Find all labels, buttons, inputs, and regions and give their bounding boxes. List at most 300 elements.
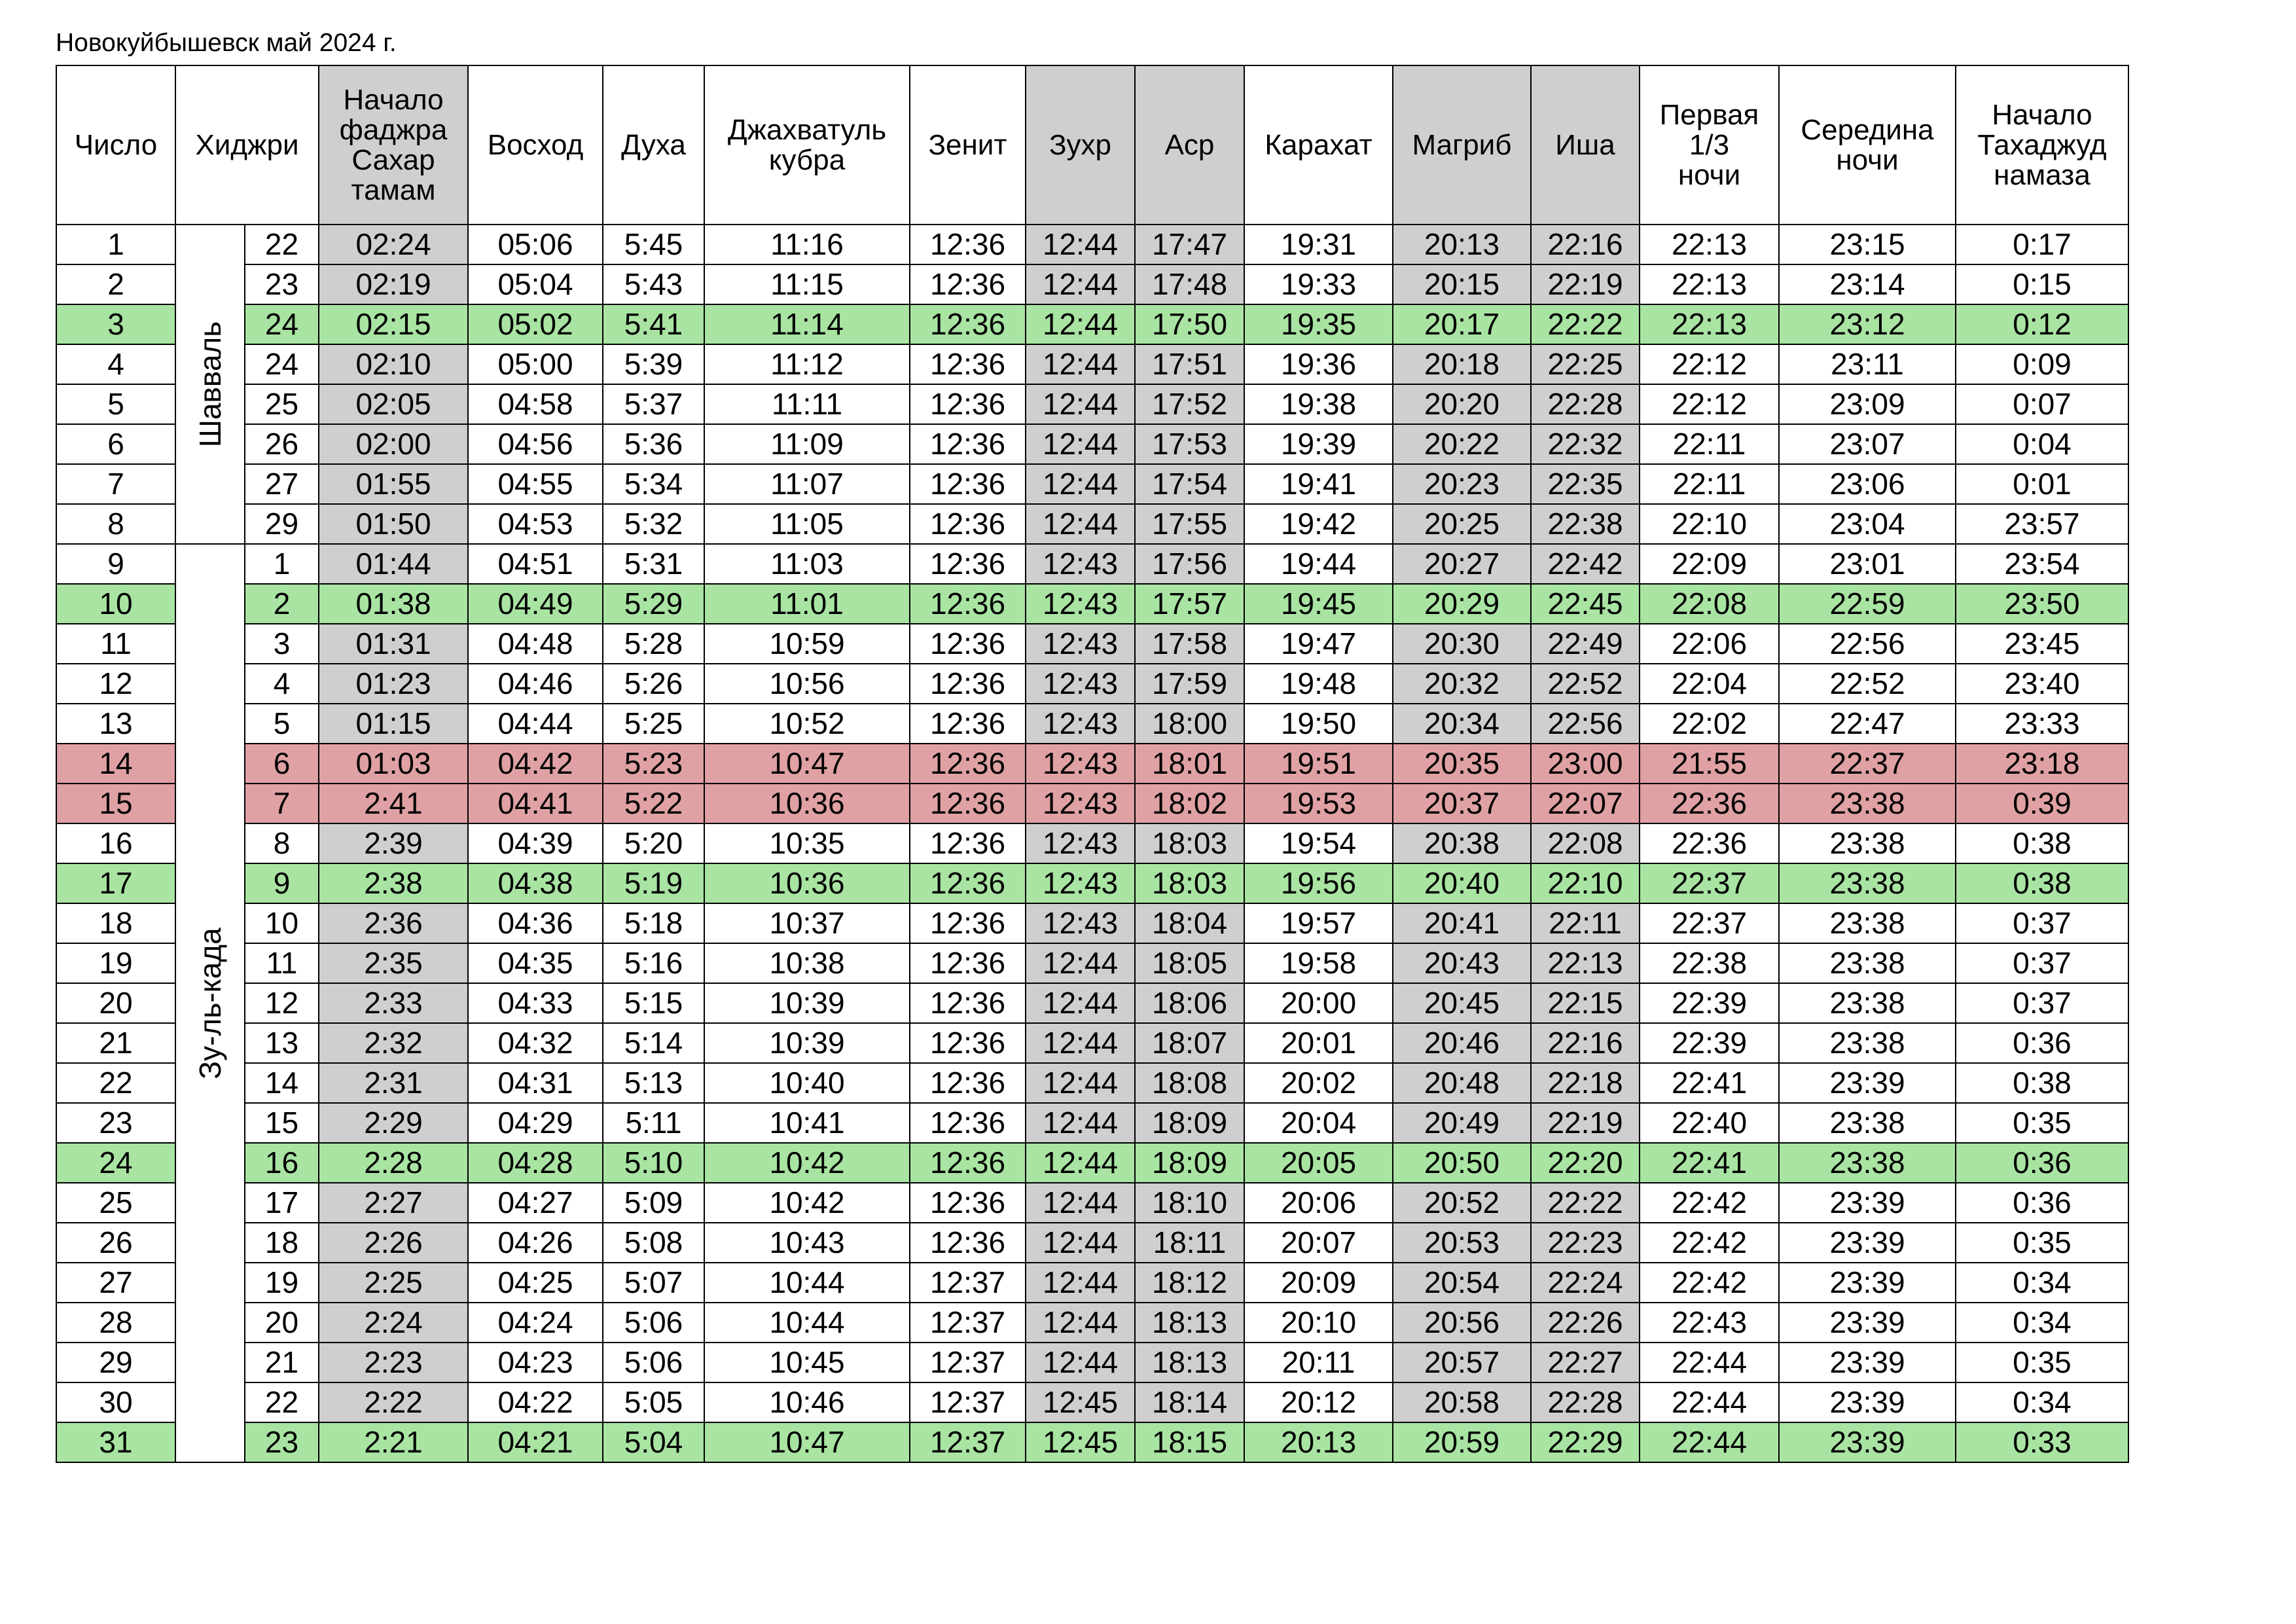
cell-isha: 22:32 — [1531, 424, 1640, 464]
table-row — [56, 504, 2128, 544]
cell-hijri-day: 6 — [245, 744, 319, 784]
cell-asr: 18:02 — [1135, 784, 1244, 823]
cell-hijri-day: 14 — [245, 1063, 319, 1103]
cell-day: 19 — [56, 943, 175, 983]
cell-asr: 18:09 — [1135, 1143, 1244, 1183]
cell-fajr: 2:41 — [319, 784, 468, 823]
header-day: Число — [56, 65, 175, 225]
cell-zuhr: 12:44 — [1026, 264, 1135, 304]
cell-hijri-day: 19 — [245, 1263, 319, 1303]
cell-first-third: 22:37 — [1640, 903, 1779, 943]
cell-hijri-day: 24 — [245, 344, 319, 384]
cell-isha: 22:28 — [1531, 384, 1640, 424]
cell-midnight: 23:38 — [1779, 983, 1956, 1023]
cell-duha-kubra: 10:38 — [704, 943, 910, 983]
cell-midnight: 23:04 — [1779, 504, 1956, 544]
cell-duha-kubra: 10:36 — [704, 784, 910, 823]
cell-day: 31 — [56, 1422, 175, 1462]
cell-maghrib: 20:58 — [1393, 1382, 1531, 1422]
cell-isha: 22:26 — [1531, 1303, 1640, 1343]
cell-zuhr: 12:44 — [1026, 1183, 1135, 1223]
cell-zuhr: 12:43 — [1026, 823, 1135, 863]
cell-day: 8 — [56, 504, 175, 544]
cell-duha-kubra: 11:03 — [704, 544, 910, 584]
cell-hijri-day: 17 — [245, 1183, 319, 1223]
cell-isha: 23:00 — [1531, 744, 1640, 784]
cell-fajr: 01:15 — [319, 704, 468, 744]
page-title: Новокуйбышевск май 2024 г. — [56, 29, 397, 57]
cell-tahajjud: 23:40 — [1956, 664, 2128, 704]
cell-midnight: 22:37 — [1779, 744, 1956, 784]
cell-first-third: 22:42 — [1640, 1223, 1779, 1263]
cell-duha-kubra: 10:39 — [704, 1023, 910, 1063]
cell-zenith: 12:36 — [910, 304, 1026, 344]
cell-maghrib: 20:29 — [1393, 584, 1531, 624]
cell-day: 29 — [56, 1343, 175, 1382]
cell-isha: 22:19 — [1531, 1103, 1640, 1143]
cell-karahat: 19:53 — [1244, 784, 1393, 823]
table-row — [56, 1103, 2128, 1143]
cell-isha: 22:29 — [1531, 1422, 1640, 1462]
cell-midnight: 23:39 — [1779, 1343, 1956, 1382]
cell-karahat: 19:31 — [1244, 225, 1393, 264]
cell-midnight: 22:52 — [1779, 664, 1956, 704]
cell-isha: 22:16 — [1531, 1023, 1640, 1063]
table-row — [56, 1183, 2128, 1223]
cell-sunrise: 04:39 — [468, 823, 603, 863]
cell-midnight: 23:39 — [1779, 1263, 1956, 1303]
cell-zenith: 12:37 — [910, 1422, 1026, 1462]
cell-fajr: 2:31 — [319, 1063, 468, 1103]
cell-isha: 22:07 — [1531, 784, 1640, 823]
cell-asr: 18:05 — [1135, 943, 1244, 983]
cell-tahajjud: 0:34 — [1956, 1303, 2128, 1343]
cell-first-third: 22:08 — [1640, 584, 1779, 624]
cell-duha-kubra: 11:16 — [704, 225, 910, 264]
cell-fajr: 02:24 — [319, 225, 468, 264]
cell-isha: 22:45 — [1531, 584, 1640, 624]
cell-isha: 22:42 — [1531, 544, 1640, 584]
cell-midnight: 23:39 — [1779, 1382, 1956, 1422]
cell-midnight: 23:39 — [1779, 1303, 1956, 1343]
cell-asr: 18:15 — [1135, 1422, 1244, 1462]
cell-tahajjud: 0:36 — [1956, 1023, 2128, 1063]
cell-duha: 5:15 — [603, 983, 704, 1023]
cell-fajr: 01:03 — [319, 744, 468, 784]
cell-midnight: 23:39 — [1779, 1422, 1956, 1462]
cell-maghrib: 20:50 — [1393, 1143, 1531, 1183]
cell-maghrib: 20:38 — [1393, 823, 1531, 863]
cell-hijri-day: 21 — [245, 1343, 319, 1382]
cell-maghrib: 20:53 — [1393, 1223, 1531, 1263]
cell-asr: 18:01 — [1135, 744, 1244, 784]
cell-duha: 5:28 — [603, 624, 704, 664]
table-row — [56, 544, 2128, 584]
cell-hijri-day: 11 — [245, 943, 319, 983]
cell-midnight: 23:14 — [1779, 264, 1956, 304]
cell-first-third: 22:02 — [1640, 704, 1779, 744]
cell-isha: 22:18 — [1531, 1063, 1640, 1103]
cell-asr: 17:50 — [1135, 304, 1244, 344]
cell-tahajjud: 0:37 — [1956, 903, 2128, 943]
header-tahajjud: Начало Тахаджуд намаза — [1956, 65, 2128, 225]
cell-asr: 18:04 — [1135, 903, 1244, 943]
cell-zenith: 12:36 — [910, 1103, 1026, 1143]
cell-asr: 17:59 — [1135, 664, 1244, 704]
cell-maghrib: 20:22 — [1393, 424, 1531, 464]
cell-isha: 22:08 — [1531, 823, 1640, 863]
cell-first-third: 22:36 — [1640, 823, 1779, 863]
cell-duha-kubra: 10:47 — [704, 744, 910, 784]
cell-duha-kubra: 10:47 — [704, 1422, 910, 1462]
cell-tahajjud: 23:54 — [1956, 544, 2128, 584]
cell-day: 26 — [56, 1223, 175, 1263]
cell-hijri-day: 22 — [245, 225, 319, 264]
cell-sunrise: 04:26 — [468, 1223, 603, 1263]
cell-maghrib: 20:49 — [1393, 1103, 1531, 1143]
cell-hijri-day: 20 — [245, 1303, 319, 1343]
cell-duha-kubra: 11:05 — [704, 504, 910, 544]
cell-duha-kubra: 10:46 — [704, 1382, 910, 1422]
cell-duha-kubra: 10:45 — [704, 1343, 910, 1382]
cell-tahajjud: 0:35 — [1956, 1223, 2128, 1263]
cell-duha-kubra: 11:07 — [704, 464, 910, 504]
cell-duha: 5:39 — [603, 344, 704, 384]
cell-karahat: 19:57 — [1244, 903, 1393, 943]
cell-sunrise: 04:22 — [468, 1382, 603, 1422]
cell-duha: 5:06 — [603, 1303, 704, 1343]
cell-fajr: 2:39 — [319, 823, 468, 863]
cell-zenith: 12:36 — [910, 704, 1026, 744]
cell-hijri-day: 15 — [245, 1103, 319, 1143]
header-maghrib: Магриб — [1393, 65, 1531, 225]
cell-zenith: 12:36 — [910, 1023, 1026, 1063]
cell-isha: 22:10 — [1531, 863, 1640, 903]
cell-duha-kubra: 10:44 — [704, 1263, 910, 1303]
cell-fajr: 2:25 — [319, 1263, 468, 1303]
cell-isha: 22:56 — [1531, 704, 1640, 744]
cell-sunrise: 04:32 — [468, 1023, 603, 1063]
cell-midnight: 23:39 — [1779, 1063, 1956, 1103]
header-karahat: Карахат — [1244, 65, 1393, 225]
cell-maghrib: 20:32 — [1393, 664, 1531, 704]
cell-zuhr: 12:44 — [1026, 1223, 1135, 1263]
cell-karahat: 20:02 — [1244, 1063, 1393, 1103]
cell-first-third: 22:09 — [1640, 544, 1779, 584]
cell-sunrise: 04:41 — [468, 784, 603, 823]
cell-hijri-day: 7 — [245, 784, 319, 823]
cell-duha: 5:07 — [603, 1263, 704, 1303]
cell-zuhr: 12:44 — [1026, 464, 1135, 504]
header-duha-kubra: Джахватуль кубра — [704, 65, 910, 225]
cell-zenith: 12:37 — [910, 1343, 1026, 1382]
cell-zuhr: 12:43 — [1026, 544, 1135, 584]
header-isha: Иша — [1531, 65, 1640, 225]
cell-fajr: 02:05 — [319, 384, 468, 424]
cell-asr: 18:13 — [1135, 1303, 1244, 1343]
cell-first-third: 22:13 — [1640, 264, 1779, 304]
cell-zenith: 12:36 — [910, 424, 1026, 464]
table-row — [56, 1023, 2128, 1063]
cell-first-third: 22:42 — [1640, 1263, 1779, 1303]
cell-karahat: 19:41 — [1244, 464, 1393, 504]
cell-day: 13 — [56, 704, 175, 744]
cell-midnight: 23:38 — [1779, 1143, 1956, 1183]
cell-maghrib: 20:37 — [1393, 784, 1531, 823]
cell-zuhr: 12:44 — [1026, 1103, 1135, 1143]
cell-duha: 5:31 — [603, 544, 704, 584]
cell-day: 6 — [56, 424, 175, 464]
cell-isha: 22:22 — [1531, 304, 1640, 344]
cell-duha-kubra: 11:11 — [704, 384, 910, 424]
cell-maghrib: 20:30 — [1393, 624, 1531, 664]
cell-duha-kubra: 11:01 — [704, 584, 910, 624]
cell-fajr: 2:26 — [319, 1223, 468, 1263]
cell-tahajjud: 0:38 — [1956, 823, 2128, 863]
cell-fajr: 01:44 — [319, 544, 468, 584]
cell-fajr: 01:23 — [319, 664, 468, 704]
table-row — [56, 863, 2128, 903]
cell-zuhr: 12:43 — [1026, 903, 1135, 943]
cell-sunrise: 05:06 — [468, 225, 603, 264]
cell-hijri-day: 8 — [245, 823, 319, 863]
cell-asr: 17:54 — [1135, 464, 1244, 504]
cell-maghrib: 20:17 — [1393, 304, 1531, 344]
prayer-times-table — [56, 65, 2129, 1463]
cell-tahajjud: 23:33 — [1956, 704, 2128, 744]
cell-first-third: 22:38 — [1640, 943, 1779, 983]
cell-zuhr: 12:43 — [1026, 624, 1135, 664]
cell-day: 5 — [56, 384, 175, 424]
cell-first-third: 22:43 — [1640, 1303, 1779, 1343]
cell-karahat: 19:44 — [1244, 544, 1393, 584]
cell-maghrib: 20:46 — [1393, 1023, 1531, 1063]
table-row — [56, 1223, 2128, 1263]
cell-maghrib: 20:45 — [1393, 983, 1531, 1023]
cell-tahajjud: 0:34 — [1956, 1382, 2128, 1422]
cell-zenith: 12:36 — [910, 264, 1026, 304]
cell-duha: 5:08 — [603, 1223, 704, 1263]
table-row — [56, 664, 2128, 704]
cell-asr: 18:08 — [1135, 1063, 1244, 1103]
cell-sunrise: 04:27 — [468, 1183, 603, 1223]
cell-sunrise: 04:38 — [468, 863, 603, 903]
cell-duha-kubra: 10:56 — [704, 664, 910, 704]
table-row — [56, 424, 2128, 464]
cell-karahat: 20:09 — [1244, 1263, 1393, 1303]
cell-day: 30 — [56, 1382, 175, 1422]
table-row — [56, 304, 2128, 344]
table-row — [56, 744, 2128, 784]
cell-fajr: 2:27 — [319, 1183, 468, 1223]
table-row — [56, 1263, 2128, 1303]
cell-karahat: 19:35 — [1244, 304, 1393, 344]
cell-maghrib: 20:52 — [1393, 1183, 1531, 1223]
cell-first-third: 22:06 — [1640, 624, 1779, 664]
cell-duha: 5:13 — [603, 1063, 704, 1103]
cell-karahat: 20:06 — [1244, 1183, 1393, 1223]
cell-sunrise: 04:23 — [468, 1343, 603, 1382]
cell-midnight: 22:56 — [1779, 624, 1956, 664]
header-sunrise: Восход — [468, 65, 603, 225]
cell-zenith: 12:36 — [910, 823, 1026, 863]
header-duha: Духа — [603, 65, 704, 225]
cell-midnight: 23:09 — [1779, 384, 1956, 424]
cell-fajr: 02:10 — [319, 344, 468, 384]
hijri-month-label: Шавваль — [193, 321, 227, 448]
cell-duha-kubra: 11:15 — [704, 264, 910, 304]
table-row — [56, 1422, 2128, 1462]
cell-asr: 17:51 — [1135, 344, 1244, 384]
cell-fajr: 01:31 — [319, 624, 468, 664]
cell-sunrise: 04:58 — [468, 384, 603, 424]
cell-fajr: 2:22 — [319, 1382, 468, 1422]
cell-tahajjud: 0:36 — [1956, 1143, 2128, 1183]
cell-asr: 18:06 — [1135, 983, 1244, 1023]
cell-zuhr: 12:44 — [1026, 983, 1135, 1023]
cell-duha-kubra: 10:52 — [704, 704, 910, 744]
cell-zuhr: 12:44 — [1026, 1023, 1135, 1063]
cell-isha: 22:23 — [1531, 1223, 1640, 1263]
table-row — [56, 784, 2128, 823]
cell-hijri-day: 18 — [245, 1223, 319, 1263]
cell-asr: 17:55 — [1135, 504, 1244, 544]
cell-hijri-day: 10 — [245, 903, 319, 943]
cell-zuhr: 12:43 — [1026, 744, 1135, 784]
cell-midnight: 22:59 — [1779, 584, 1956, 624]
cell-tahajjud: 0:34 — [1956, 1263, 2128, 1303]
cell-duha-kubra: 10:39 — [704, 983, 910, 1023]
cell-fajr: 2:21 — [319, 1422, 468, 1462]
cell-sunrise: 04:24 — [468, 1303, 603, 1343]
cell-karahat: 19:38 — [1244, 384, 1393, 424]
cell-karahat: 20:05 — [1244, 1143, 1393, 1183]
cell-asr: 17:53 — [1135, 424, 1244, 464]
cell-sunrise: 04:53 — [468, 504, 603, 544]
cell-tahajjud: 0:15 — [1956, 264, 2128, 304]
cell-zenith: 12:36 — [910, 584, 1026, 624]
cell-asr: 17:56 — [1135, 544, 1244, 584]
cell-maghrib: 20:54 — [1393, 1263, 1531, 1303]
cell-day: 15 — [56, 784, 175, 823]
cell-fajr: 2:32 — [319, 1023, 468, 1063]
cell-hijri-day: 16 — [245, 1143, 319, 1183]
cell-midnight: 23:12 — [1779, 304, 1956, 344]
cell-maghrib: 20:25 — [1393, 504, 1531, 544]
cell-duha: 5:16 — [603, 943, 704, 983]
cell-karahat: 20:07 — [1244, 1223, 1393, 1263]
cell-sunrise: 04:56 — [468, 424, 603, 464]
table-row — [56, 225, 2128, 264]
hijri-month-cell — [175, 544, 245, 1462]
cell-hijri-day: 1 — [245, 544, 319, 584]
cell-isha: 22:25 — [1531, 344, 1640, 384]
cell-midnight: 23:38 — [1779, 1023, 1956, 1063]
cell-fajr: 2:28 — [319, 1143, 468, 1183]
cell-karahat: 20:13 — [1244, 1422, 1393, 1462]
cell-zenith: 12:36 — [910, 664, 1026, 704]
cell-zuhr: 12:43 — [1026, 584, 1135, 624]
cell-first-third: 22:41 — [1640, 1063, 1779, 1103]
cell-day: 20 — [56, 983, 175, 1023]
cell-day: 10 — [56, 584, 175, 624]
cell-first-third: 22:41 — [1640, 1143, 1779, 1183]
cell-day: 28 — [56, 1303, 175, 1343]
cell-zuhr: 12:44 — [1026, 304, 1135, 344]
cell-maghrib: 20:35 — [1393, 744, 1531, 784]
cell-isha: 22:20 — [1531, 1143, 1640, 1183]
cell-asr: 18:03 — [1135, 863, 1244, 903]
cell-duha-kubra: 10:37 — [704, 903, 910, 943]
table-row — [56, 464, 2128, 504]
cell-day: 18 — [56, 903, 175, 943]
cell-duha: 5:11 — [603, 1103, 704, 1143]
cell-fajr: 02:00 — [319, 424, 468, 464]
cell-duha: 5:34 — [603, 464, 704, 504]
cell-isha: 22:22 — [1531, 1183, 1640, 1223]
cell-isha: 22:13 — [1531, 943, 1640, 983]
cell-hijri-day: 9 — [245, 863, 319, 903]
cell-karahat: 19:36 — [1244, 344, 1393, 384]
cell-sunrise: 04:25 — [468, 1263, 603, 1303]
cell-zenith: 12:37 — [910, 1263, 1026, 1303]
cell-karahat: 19:54 — [1244, 823, 1393, 863]
cell-sunrise: 04:36 — [468, 903, 603, 943]
cell-zuhr: 12:43 — [1026, 664, 1135, 704]
cell-zenith: 12:36 — [910, 1063, 1026, 1103]
table-row — [56, 1143, 2128, 1183]
cell-zenith: 12:36 — [910, 983, 1026, 1023]
cell-asr: 18:10 — [1135, 1183, 1244, 1223]
hijri-month-cell — [175, 225, 245, 544]
table-row — [56, 384, 2128, 424]
cell-duha: 5:22 — [603, 784, 704, 823]
cell-hijri-day: 3 — [245, 624, 319, 664]
cell-day: 11 — [56, 624, 175, 664]
cell-karahat: 19:56 — [1244, 863, 1393, 903]
cell-first-third: 22:40 — [1640, 1103, 1779, 1143]
cell-karahat: 20:11 — [1244, 1343, 1393, 1382]
cell-zenith: 12:36 — [910, 544, 1026, 584]
cell-day: 4 — [56, 344, 175, 384]
table-row — [56, 1063, 2128, 1103]
cell-hijri-day: 26 — [245, 424, 319, 464]
cell-zuhr: 12:44 — [1026, 1263, 1135, 1303]
cell-fajr: 2:36 — [319, 903, 468, 943]
cell-karahat: 20:01 — [1244, 1023, 1393, 1063]
header-hijri: Хиджри — [175, 65, 319, 225]
cell-duha: 5:04 — [603, 1422, 704, 1462]
cell-maghrib: 20:48 — [1393, 1063, 1531, 1103]
cell-tahajjud: 0:38 — [1956, 863, 2128, 903]
cell-hijri-day: 23 — [245, 1422, 319, 1462]
cell-zenith: 12:36 — [910, 464, 1026, 504]
header-fajr: Начало фаджра Сахар тамам — [319, 65, 468, 225]
cell-fajr: 2:33 — [319, 983, 468, 1023]
cell-fajr: 01:38 — [319, 584, 468, 624]
cell-zuhr: 12:44 — [1026, 1303, 1135, 1343]
cell-hijri-day: 24 — [245, 304, 319, 344]
cell-sunrise: 04:42 — [468, 744, 603, 784]
cell-first-third: 22:44 — [1640, 1382, 1779, 1422]
cell-midnight: 22:47 — [1779, 704, 1956, 744]
cell-asr: 17:58 — [1135, 624, 1244, 664]
cell-asr: 18:11 — [1135, 1223, 1244, 1263]
cell-duha: 5:29 — [603, 584, 704, 624]
cell-first-third: 22:12 — [1640, 344, 1779, 384]
cell-fajr: 2:29 — [319, 1103, 468, 1143]
cell-sunrise: 04:49 — [468, 584, 603, 624]
